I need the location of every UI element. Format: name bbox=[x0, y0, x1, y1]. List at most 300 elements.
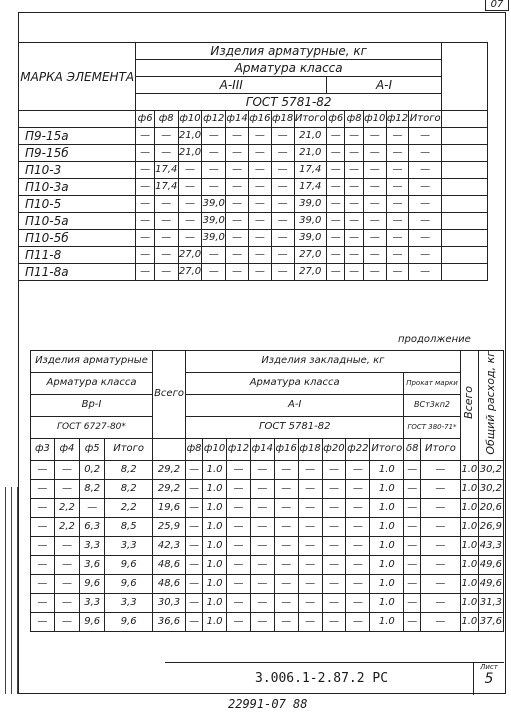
blank-cell bbox=[441, 128, 487, 145]
total-cell: 30,3 bbox=[152, 593, 185, 612]
value-cell: — bbox=[421, 536, 461, 555]
value-cell: — bbox=[345, 145, 363, 162]
value-cell: 21,0 bbox=[294, 128, 327, 145]
value-cell: — bbox=[31, 574, 55, 593]
rebar-table-top bbox=[18, 42, 488, 281]
table-row bbox=[31, 574, 504, 593]
value-cell: 8,2 bbox=[105, 460, 153, 479]
value-cell: — bbox=[31, 593, 55, 612]
side-stamp-strip bbox=[0, 487, 19, 694]
col-header: ф22 bbox=[346, 438, 370, 460]
value-cell: 1.0 bbox=[370, 574, 404, 593]
table-row bbox=[31, 612, 504, 631]
value-cell: — bbox=[274, 517, 298, 536]
value-cell: — bbox=[386, 179, 409, 196]
value-cell: 17,4 bbox=[294, 179, 327, 196]
col-header: Итого bbox=[105, 438, 153, 460]
mark-cell: П11-8 bbox=[19, 247, 136, 264]
value-cell: — bbox=[345, 264, 363, 281]
value-cell: 17,4 bbox=[294, 162, 327, 179]
value-cell: — bbox=[250, 517, 274, 536]
value-cell: — bbox=[186, 498, 203, 517]
table-row bbox=[31, 479, 504, 498]
value-cell: — bbox=[227, 612, 251, 631]
total-cell: 29,2 bbox=[152, 479, 185, 498]
value-cell: 27,0 bbox=[294, 247, 327, 264]
value-cell: 1.0 bbox=[370, 517, 404, 536]
value-cell: — bbox=[186, 612, 203, 631]
value-cell: — bbox=[346, 593, 370, 612]
value-cell: — bbox=[271, 162, 294, 179]
value-cell: — bbox=[202, 264, 226, 281]
value-cell: — bbox=[250, 593, 274, 612]
general-cell: 30,2 bbox=[478, 479, 503, 498]
value-cell: — bbox=[202, 162, 226, 179]
value-cell: — bbox=[154, 247, 178, 264]
value-cell: 1.0 bbox=[203, 593, 227, 612]
col-header: ф3 bbox=[31, 438, 55, 460]
group-title: Изделия арматурные, кг bbox=[136, 43, 442, 60]
value-cell: — bbox=[327, 128, 345, 145]
value-cell: — bbox=[248, 213, 271, 230]
value-cell: — bbox=[271, 179, 294, 196]
value-cell: 1.0 bbox=[203, 498, 227, 517]
table-row bbox=[31, 517, 504, 536]
value-cell: — bbox=[186, 574, 203, 593]
value-cell: — bbox=[298, 460, 322, 479]
right-gost: ГОСТ 5781-82 bbox=[186, 416, 404, 438]
value-cell: — bbox=[31, 612, 55, 631]
value-cell: — bbox=[54, 536, 79, 555]
value-cell: — bbox=[250, 498, 274, 517]
table-row bbox=[19, 128, 488, 145]
general-cell: 31,3 bbox=[478, 593, 503, 612]
value-cell: — bbox=[186, 536, 203, 555]
total-cell: 42,3 bbox=[152, 536, 185, 555]
value-cell: — bbox=[227, 555, 251, 574]
value-cell: 1.0 bbox=[370, 479, 404, 498]
table-row bbox=[31, 460, 504, 479]
blank-cell bbox=[441, 230, 487, 247]
value-cell: 3,3 bbox=[105, 593, 153, 612]
total-cell: 36,6 bbox=[152, 612, 185, 631]
value-cell: — bbox=[298, 612, 322, 631]
value-cell: — bbox=[248, 196, 271, 213]
value-cell: — bbox=[327, 196, 345, 213]
value-cell: — bbox=[271, 230, 294, 247]
value-cell: — bbox=[404, 593, 421, 612]
value-cell: — bbox=[363, 247, 386, 264]
value-cell: 1.0 bbox=[370, 498, 404, 517]
value-cell: 3,3 bbox=[105, 536, 153, 555]
col-header: ф14 bbox=[226, 111, 249, 128]
value-cell: — bbox=[404, 498, 421, 517]
value-cell: 1.0 bbox=[203, 479, 227, 498]
value-cell: 39,0 bbox=[294, 213, 327, 230]
value-cell: — bbox=[363, 162, 386, 179]
total-cell: 1.0 bbox=[460, 536, 478, 555]
table-row bbox=[31, 536, 504, 555]
value-cell: — bbox=[409, 213, 442, 230]
value-cell: — bbox=[274, 460, 298, 479]
value-cell: — bbox=[186, 555, 203, 574]
value-cell: — bbox=[248, 230, 271, 247]
title-block bbox=[165, 662, 504, 695]
sheet-label: Лист bbox=[480, 663, 498, 671]
right-class-title: Арматура класса bbox=[186, 372, 404, 394]
table-row bbox=[19, 264, 488, 281]
total-cell: 1.0 bbox=[460, 479, 478, 498]
mark-cell: П11-8а bbox=[19, 264, 136, 281]
value-cell: 9,6 bbox=[80, 612, 105, 631]
value-cell: 1.0 bbox=[370, 593, 404, 612]
value-cell: — bbox=[31, 517, 55, 536]
value-cell: — bbox=[421, 555, 461, 574]
value-cell: — bbox=[322, 460, 346, 479]
value-cell: — bbox=[274, 574, 298, 593]
table-row bbox=[19, 230, 488, 247]
value-cell: — bbox=[178, 230, 202, 247]
total2-label: Всего bbox=[460, 351, 478, 461]
mark-cell: П10-5а bbox=[19, 213, 136, 230]
value-cell: 9,6 bbox=[105, 612, 153, 631]
value-cell: — bbox=[346, 536, 370, 555]
table-row bbox=[31, 498, 504, 517]
col-header: ф8 bbox=[154, 111, 178, 128]
value-cell: — bbox=[202, 247, 226, 264]
value-cell: — bbox=[327, 213, 345, 230]
value-cell: — bbox=[322, 517, 346, 536]
blank-cell bbox=[441, 111, 487, 128]
value-cell: — bbox=[136, 196, 154, 213]
value-cell: 17,4 bbox=[154, 162, 178, 179]
right-group-title: Изделия закладные, кг bbox=[186, 351, 461, 373]
value-cell: — bbox=[271, 196, 294, 213]
value-cell: — bbox=[54, 555, 79, 574]
total-label: Всего bbox=[152, 351, 185, 439]
continuation-label: продолжение bbox=[398, 334, 471, 345]
value-cell: — bbox=[327, 264, 345, 281]
blank-cell bbox=[441, 179, 487, 196]
value-cell: — bbox=[363, 145, 386, 162]
value-cell: — bbox=[226, 230, 249, 247]
general-cell: 37,6 bbox=[478, 612, 503, 631]
col-header: Итого bbox=[370, 438, 404, 460]
value-cell: — bbox=[409, 264, 442, 281]
value-cell: — bbox=[322, 555, 346, 574]
class-a3: А-III bbox=[136, 77, 327, 94]
value-cell: — bbox=[136, 247, 154, 264]
value-cell: — bbox=[54, 593, 79, 612]
total-cell: 1.0 bbox=[460, 612, 478, 631]
value-cell: — bbox=[327, 162, 345, 179]
value-cell: — bbox=[250, 555, 274, 574]
left-group-title: Изделия арматурные bbox=[31, 351, 153, 373]
table-row bbox=[19, 247, 488, 264]
value-cell: 1.0 bbox=[203, 555, 227, 574]
value-cell: — bbox=[154, 196, 178, 213]
value-cell: — bbox=[363, 213, 386, 230]
col-header: ф20 bbox=[322, 438, 346, 460]
blank-cell bbox=[441, 213, 487, 230]
value-cell: 1.0 bbox=[203, 612, 227, 631]
table-row bbox=[31, 555, 504, 574]
class-title: Арматура класса bbox=[136, 60, 442, 77]
rolled-label: Прокат марки bbox=[404, 372, 460, 394]
col-header: ф8 bbox=[345, 111, 363, 128]
sheet-box bbox=[473, 663, 504, 695]
class-a1: А-I bbox=[327, 77, 442, 94]
value-cell: — bbox=[298, 555, 322, 574]
value-cell: — bbox=[54, 479, 79, 498]
value-cell: — bbox=[409, 230, 442, 247]
value-cell: 3,6 bbox=[80, 555, 105, 574]
value-cell: — bbox=[363, 128, 386, 145]
total-cell: 1.0 bbox=[460, 517, 478, 536]
value-cell: — bbox=[404, 517, 421, 536]
value-cell: — bbox=[386, 247, 409, 264]
mark-cell: П10-3 bbox=[19, 162, 136, 179]
value-cell: — bbox=[227, 517, 251, 536]
value-cell: — bbox=[226, 213, 249, 230]
col-header: ф18 bbox=[271, 111, 294, 128]
value-cell: — bbox=[322, 536, 346, 555]
col-header: ф4 bbox=[54, 438, 79, 460]
value-cell: — bbox=[226, 264, 249, 281]
value-cell: 27,0 bbox=[178, 247, 202, 264]
table-row bbox=[19, 213, 488, 230]
value-cell: — bbox=[178, 196, 202, 213]
value-cell: 8,2 bbox=[105, 479, 153, 498]
value-cell: 1.0 bbox=[370, 536, 404, 555]
sheet-corner-number: 07 bbox=[485, 0, 509, 11]
value-cell: — bbox=[226, 179, 249, 196]
col-header: ф16 bbox=[248, 111, 271, 128]
col-header: ф18 bbox=[298, 438, 322, 460]
value-cell: 1.0 bbox=[370, 612, 404, 631]
value-cell: — bbox=[154, 213, 178, 230]
col-header: ф10 bbox=[363, 111, 386, 128]
total-cell: 48,6 bbox=[152, 555, 185, 574]
blank-cell bbox=[441, 247, 487, 264]
value-cell: 9,6 bbox=[80, 574, 105, 593]
value-cell: 1.0 bbox=[203, 536, 227, 555]
value-cell: — bbox=[421, 498, 461, 517]
value-cell: — bbox=[363, 264, 386, 281]
value-cell: — bbox=[250, 479, 274, 498]
value-cell: — bbox=[322, 612, 346, 631]
value-cell: — bbox=[322, 593, 346, 612]
value-cell: — bbox=[409, 128, 442, 145]
value-cell: — bbox=[346, 498, 370, 517]
value-cell: 1.0 bbox=[203, 517, 227, 536]
value-cell: — bbox=[327, 247, 345, 264]
general-label: Общий расход, кг bbox=[478, 351, 503, 461]
value-cell: — bbox=[404, 460, 421, 479]
gost-top: ГОСТ 5781-82 bbox=[136, 94, 442, 111]
value-cell: — bbox=[202, 179, 226, 196]
value-cell: — bbox=[186, 460, 203, 479]
value-cell: 1.0 bbox=[203, 574, 227, 593]
value-cell: — bbox=[404, 574, 421, 593]
value-cell: 1.0 bbox=[203, 460, 227, 479]
value-cell: 39,0 bbox=[294, 196, 327, 213]
value-cell: — bbox=[274, 479, 298, 498]
total-cell: 29,2 bbox=[152, 460, 185, 479]
value-cell: — bbox=[274, 555, 298, 574]
value-cell: — bbox=[327, 145, 345, 162]
table-row bbox=[19, 196, 488, 213]
value-cell: 8,5 bbox=[105, 517, 153, 536]
value-cell: 21,0 bbox=[178, 128, 202, 145]
value-cell: — bbox=[154, 230, 178, 247]
total-cell: 1.0 bbox=[460, 593, 478, 612]
document-code: 3.006.1-2.87.2 РС bbox=[255, 671, 389, 686]
value-cell: 9,6 bbox=[105, 555, 153, 574]
total-cell: 25,9 bbox=[152, 517, 185, 536]
value-cell: 17,4 bbox=[154, 179, 178, 196]
col-header: ф6 bbox=[136, 111, 154, 128]
right-class-val: А-I bbox=[186, 394, 404, 416]
value-cell: — bbox=[248, 128, 271, 145]
value-cell: — bbox=[409, 145, 442, 162]
value-cell: — bbox=[31, 460, 55, 479]
value-cell: — bbox=[345, 162, 363, 179]
bottom-reference: 22991-07 88 bbox=[228, 697, 308, 711]
value-cell: — bbox=[178, 213, 202, 230]
value-cell: — bbox=[227, 593, 251, 612]
value-cell: — bbox=[227, 479, 251, 498]
value-cell: 27,0 bbox=[178, 264, 202, 281]
value-cell: — bbox=[274, 536, 298, 555]
value-cell: — bbox=[227, 536, 251, 555]
value-cell: — bbox=[271, 128, 294, 145]
table-row bbox=[19, 145, 488, 162]
value-cell: 2,2 bbox=[54, 498, 79, 517]
value-cell: — bbox=[322, 479, 346, 498]
value-cell: — bbox=[409, 196, 442, 213]
value-cell: — bbox=[345, 247, 363, 264]
value-cell: — bbox=[274, 593, 298, 612]
value-cell: — bbox=[345, 230, 363, 247]
value-cell: 1.0 bbox=[370, 460, 404, 479]
value-cell: — bbox=[202, 145, 226, 162]
value-cell: — bbox=[178, 162, 202, 179]
col-header: ф5 bbox=[80, 438, 105, 460]
mark-cell: П10-5б bbox=[19, 230, 136, 247]
value-cell: — bbox=[271, 145, 294, 162]
general-cell: 30,2 bbox=[478, 460, 503, 479]
value-cell: — bbox=[136, 145, 154, 162]
value-cell: — bbox=[248, 179, 271, 196]
total-cell: 1.0 bbox=[460, 555, 478, 574]
col-header: Итого bbox=[421, 438, 461, 460]
col-header: ф16 bbox=[274, 438, 298, 460]
rolled-steel: ВСт3кп2 bbox=[404, 394, 460, 416]
value-cell: 6,3 bbox=[80, 517, 105, 536]
blank-cell bbox=[441, 43, 487, 111]
value-cell: — bbox=[271, 264, 294, 281]
value-cell: — bbox=[298, 536, 322, 555]
value-cell: — bbox=[346, 574, 370, 593]
col-header: ф10 bbox=[178, 111, 202, 128]
value-cell: — bbox=[327, 230, 345, 247]
value-cell: — bbox=[136, 162, 154, 179]
value-cell: — bbox=[248, 145, 271, 162]
value-cell: — bbox=[227, 460, 251, 479]
value-cell: — bbox=[154, 264, 178, 281]
value-cell: — bbox=[421, 479, 461, 498]
value-cell: — bbox=[178, 179, 202, 196]
total-cell: 1.0 bbox=[460, 574, 478, 593]
value-cell: 9,6 bbox=[105, 574, 153, 593]
value-cell: — bbox=[421, 517, 461, 536]
left-gost: ГОСТ 6727-80* bbox=[31, 416, 153, 438]
value-cell: — bbox=[322, 498, 346, 517]
value-cell: — bbox=[345, 213, 363, 230]
value-cell: — bbox=[346, 612, 370, 631]
col-header: Итого bbox=[409, 111, 442, 128]
blank-cell bbox=[152, 438, 185, 460]
value-cell: — bbox=[227, 574, 251, 593]
value-cell: — bbox=[298, 517, 322, 536]
value-cell: — bbox=[250, 460, 274, 479]
value-cell: — bbox=[421, 593, 461, 612]
value-cell: 39,0 bbox=[202, 230, 226, 247]
value-cell: 39,0 bbox=[202, 196, 226, 213]
col-header: ф14 bbox=[250, 438, 274, 460]
col-header: ф12 bbox=[227, 438, 251, 460]
table-row bbox=[31, 593, 504, 612]
value-cell: — bbox=[186, 593, 203, 612]
value-cell: — bbox=[345, 179, 363, 196]
value-cell: — bbox=[226, 162, 249, 179]
value-cell: — bbox=[226, 196, 249, 213]
value-cell: — bbox=[363, 179, 386, 196]
value-cell: — bbox=[54, 574, 79, 593]
value-cell: — bbox=[31, 479, 55, 498]
value-cell: 27,0 bbox=[294, 264, 327, 281]
col-header: δ8 bbox=[404, 438, 421, 460]
value-cell: 21,0 bbox=[178, 145, 202, 162]
value-cell: 21,0 bbox=[294, 145, 327, 162]
blank-cell bbox=[441, 145, 487, 162]
value-cell: — bbox=[345, 128, 363, 145]
blank-cell bbox=[441, 162, 487, 179]
value-cell: 1.0 bbox=[370, 555, 404, 574]
value-cell: — bbox=[136, 230, 154, 247]
value-cell: — bbox=[250, 536, 274, 555]
left-class-title: Арматура класса bbox=[31, 372, 153, 394]
value-cell: — bbox=[202, 128, 226, 145]
total-cell: 48,6 bbox=[152, 574, 185, 593]
mark-header: МАРКА ЭЛЕМЕНТА bbox=[19, 43, 136, 111]
mark-cell: П10-5 bbox=[19, 196, 136, 213]
col-header: ф12 bbox=[386, 111, 409, 128]
general-cell: 49,6 bbox=[478, 555, 503, 574]
value-cell: — bbox=[404, 555, 421, 574]
blank-cell bbox=[19, 111, 136, 128]
value-cell: — bbox=[363, 196, 386, 213]
col-header: ф8 bbox=[186, 438, 203, 460]
mark-cell: П9-15а bbox=[19, 128, 136, 145]
mark-cell: П10-3а bbox=[19, 179, 136, 196]
value-cell: 0,2 bbox=[80, 460, 105, 479]
rolled-gost: ГОСТ 380-71* bbox=[404, 416, 460, 438]
col-header: ф6 bbox=[327, 111, 345, 128]
value-cell: — bbox=[227, 498, 251, 517]
value-cell: — bbox=[31, 555, 55, 574]
